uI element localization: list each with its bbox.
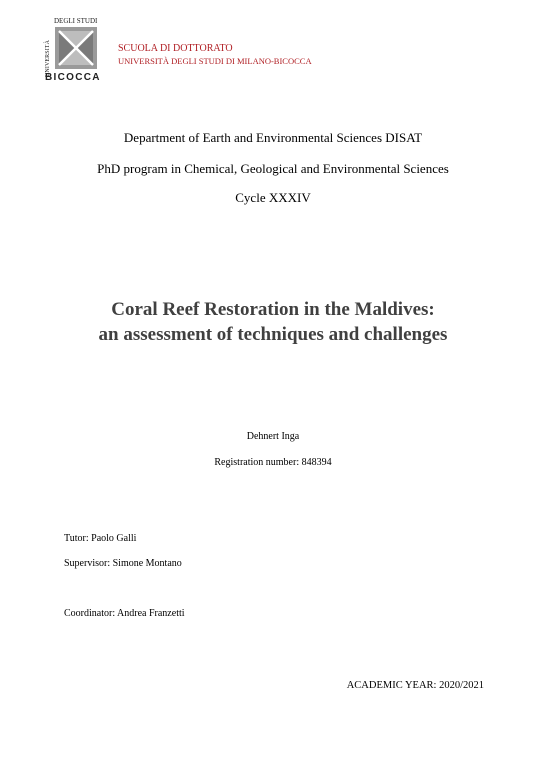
cycle-line: Cycle XXXIV (235, 190, 311, 205)
thesis-title-line-2: an assessment of techniques and challenges (98, 324, 448, 345)
tutor-line: Tutor: Paolo Galli (64, 533, 137, 544)
logo-side-text (44, 17, 53, 77)
supervisor-line: Supervisor: Simone Montano (64, 558, 182, 569)
university-name: UNIVERSITÀ DEGLI STUDI DI MILANO-BICOCCA (118, 56, 312, 66)
author-name: Dehnert Inga (246, 431, 300, 442)
university-logo (44, 17, 104, 83)
school-name: SCUOLA DI DOTTORATO (118, 43, 233, 54)
doctoral-school-header (118, 42, 312, 68)
logo-side-label: UNIVERSITÀ (45, 40, 51, 77)
academic-year: ACADEMIC YEAR: 2020/2021 (346, 680, 484, 691)
logo-wordmark: BICOCCA (45, 72, 101, 83)
department-line: Department of Earth and Environmental Sciences DISAT (123, 130, 423, 145)
logo-top-text: DEGLI STUDI (54, 17, 98, 25)
thesis-title (0, 297, 546, 347)
program-line: PhD program in Chemical, Geological and Environmental Sciences (97, 161, 449, 176)
logo-emblem-icon (55, 27, 97, 69)
registration-number: Registration number: 848394 (214, 457, 332, 468)
coordinator-line: Coordinator: Andrea Franzetti (64, 608, 185, 619)
thesis-title-line-1: Coral Reef Restoration in the Maldives: (111, 299, 435, 320)
